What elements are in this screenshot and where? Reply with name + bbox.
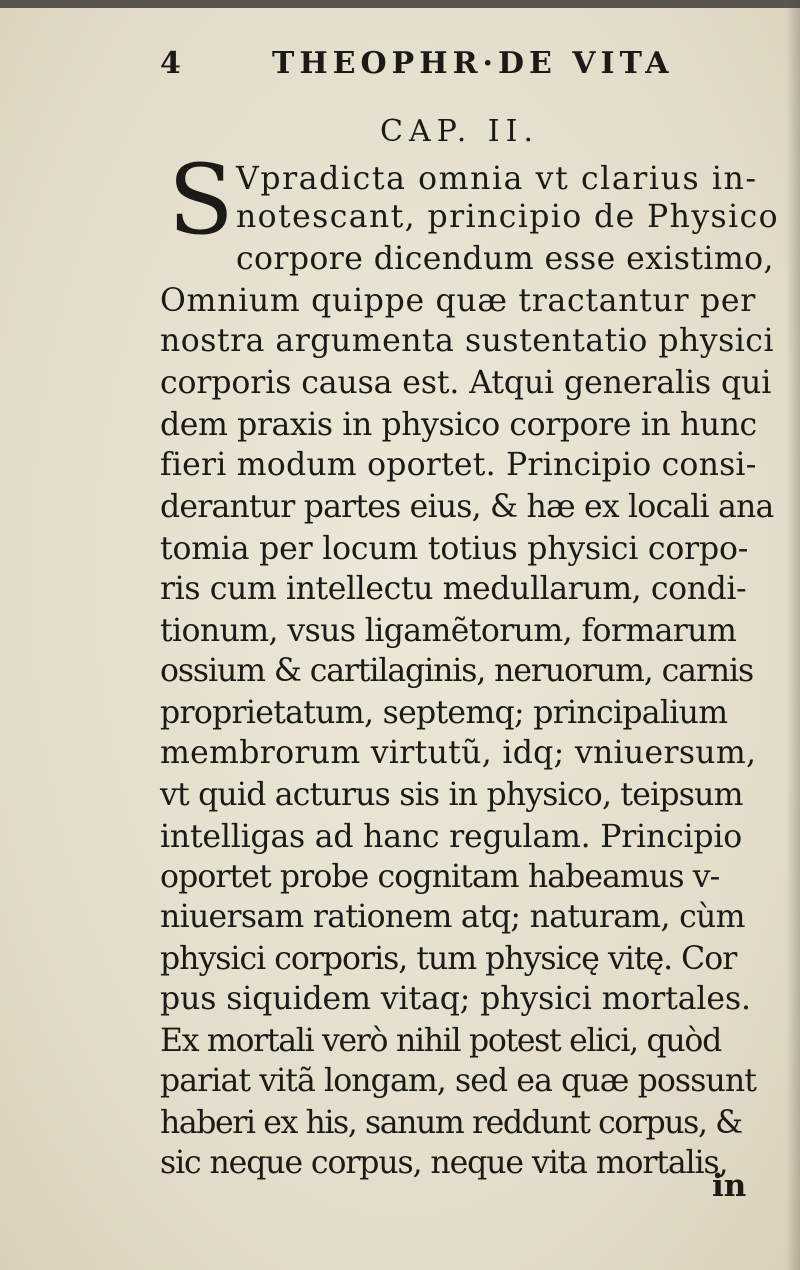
text-line: oportet probe cognitam habeamus v- xyxy=(160,859,720,895)
text-line: ossium & cartilaginis, neruorum, carnis xyxy=(160,653,754,689)
catchword: in xyxy=(712,1168,747,1204)
text-line: vt quid acturus sis in physico, teipsum xyxy=(160,777,743,813)
text-line: niuersam rationem atq; naturam, cùm xyxy=(160,899,745,935)
text-line: tomia per locum totius physici corpo- xyxy=(160,531,749,567)
text-line: pus siquidem vitaq; physici mortales. xyxy=(160,981,751,1017)
text-line: Omnium quippe quæ tractantur per xyxy=(160,283,756,319)
text-line: notescant, principio de Physico xyxy=(236,199,779,235)
text-line: Ex mortali verò nihil potest elici, quòd xyxy=(160,1023,721,1059)
text-line: physici corporis, tum physicę vitę. Cor xyxy=(160,941,737,977)
text-line: corporis causa est. Atqui generalis qui xyxy=(160,365,772,401)
drop-initial: S xyxy=(168,144,234,256)
text-line: nostra argumenta sustentatio physici xyxy=(160,323,775,359)
text-line: fieri modum oportet. Principio consi- xyxy=(160,447,757,483)
text-line: ris cum intellectu medullarum, condi- xyxy=(160,571,747,607)
chapter-heading: CAP. II. xyxy=(380,114,540,149)
text-line: haberi ex his, sanum reddunt corpus, & xyxy=(160,1105,742,1141)
text-line: pariat vitã longam, sed ea quæ possunt xyxy=(160,1063,757,1099)
text-line: derantur partes eius, & hæ ex locali ana xyxy=(160,489,774,525)
text-line: dem praxis in physico corpore in hunc xyxy=(160,407,757,443)
page-number: 4 xyxy=(160,46,185,81)
text-line: proprietatum, septemq; principalium xyxy=(160,695,728,731)
text-line: tionum, vsus ligamẽtorum, formarum xyxy=(160,613,737,649)
text-line: membrorum virtutũ, idq; vniuersum, xyxy=(160,735,757,771)
running-title: THEOPHR·DE VITA xyxy=(272,46,674,81)
text-line: sic neque corpus, neque vita mortalis, xyxy=(160,1145,728,1181)
text-line: intelligas ad hanc regulam. Principio xyxy=(160,819,743,855)
text-line: corpore dicendum esse existimo, xyxy=(236,241,774,277)
text-line: Vpradicta omnia vt clarius in- xyxy=(236,161,758,197)
